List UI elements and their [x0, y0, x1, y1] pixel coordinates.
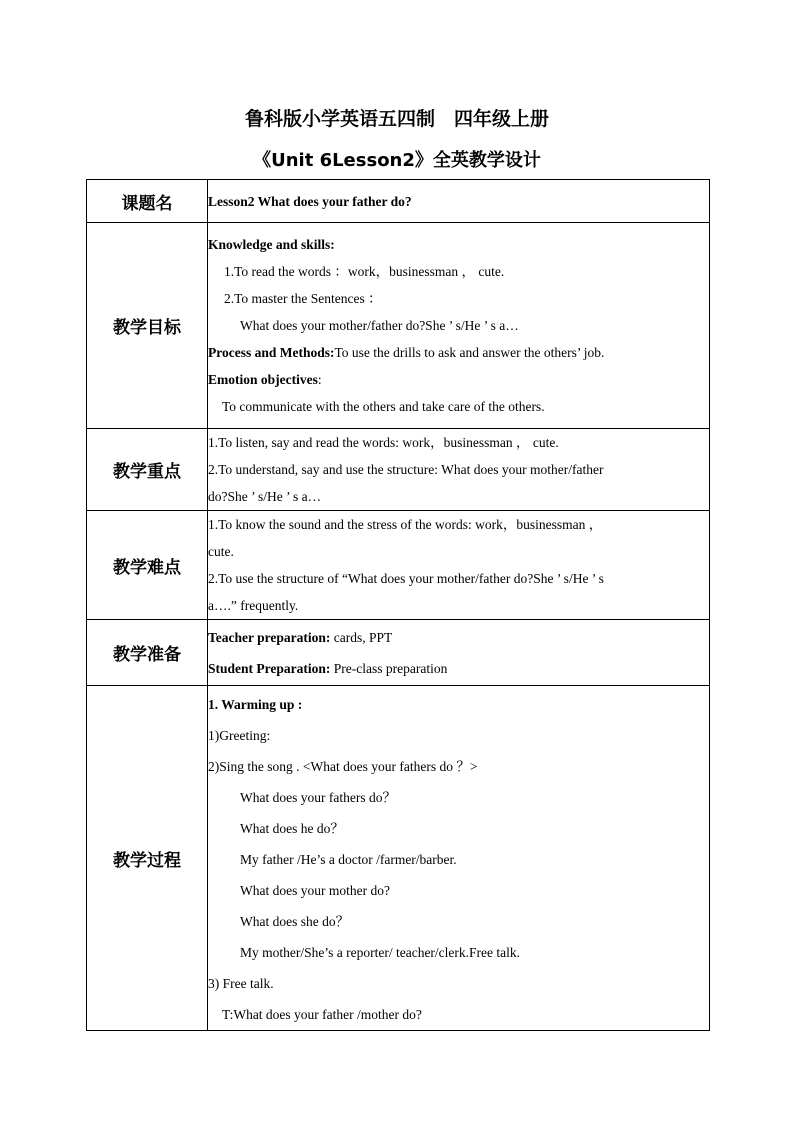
objectives-content [208, 223, 710, 429]
process-text: To use the drills to ask and answer the others’ job. [334, 345, 605, 360]
teacher-preparation-text: cards, PPT [330, 629, 393, 645]
process-line: My mother/She’s a reporter/ teacher/clerk.Free talk. [240, 945, 521, 960]
preparation-label: 教学准备 [87, 620, 208, 686]
difficulty-line-2: cute. [208, 544, 234, 559]
table-row-difficulties [87, 511, 710, 620]
table-row-topic [87, 180, 710, 223]
knowledge-line-1: 1.To read the words ：work，businessman ， cute. [224, 264, 505, 279]
table-row-key-points [87, 429, 710, 511]
lesson-plan-table [86, 179, 710, 1031]
emotion-colon: : [317, 372, 322, 387]
difficulty-line-1: 1.To know the sound and the stress of the words: work，businessman ， [208, 517, 603, 532]
table-row-process [87, 686, 710, 1031]
objectives-label: 教学目标 [87, 223, 208, 429]
process-line: 1)Greeting: [208, 728, 271, 743]
difficulties-content [208, 511, 710, 620]
table-row-preparation [87, 620, 710, 686]
emotion-line [208, 366, 709, 393]
key-points-content [208, 429, 710, 511]
process-line: What does he do？ [240, 821, 344, 836]
knowledge-line-3: What does your mother/father do?She ’ s/He ’ s a… [240, 318, 519, 333]
knowledge-heading: Knowledge and skills: [208, 237, 335, 252]
topic-value: Lesson2 What does your father do? [208, 180, 710, 223]
process-content [208, 686, 710, 1031]
process-label: 教学过程 [87, 686, 208, 1031]
student-preparation-line [208, 655, 709, 682]
difficulty-line-3: 2.To use the structure of “What does your mother/father do?She ’ s/He ’ s [208, 571, 604, 586]
difficulties-label: 教学难点 [87, 511, 208, 620]
process-heading: Process and Methods: [208, 345, 335, 360]
student-preparation-text: Pre-class preparation [330, 660, 448, 676]
emotion-heading: Emotion objectives [208, 372, 318, 387]
process-methods-line [208, 339, 709, 366]
key-point-line-1: 1.To listen, say and read the words: work，businessman ， cute. [208, 435, 559, 450]
document-subtitle: 《Unit 6Lesson2》全英教学设计 [253, 150, 541, 171]
process-line: What does your fathers do？ [240, 790, 396, 805]
document-title: 鲁科版小学英语五四制 四年级上册 [244, 108, 549, 130]
teacher-preparation-line [208, 624, 709, 651]
teacher-preparation-heading: Teacher preparation: [208, 629, 331, 645]
key-point-line-2: 2.To understand, say and use the structure: What does your mother/father [208, 462, 604, 477]
process-line: 1. Warming up : [208, 697, 303, 712]
topic-label: 课题名 [87, 180, 208, 223]
process-line: 2)Sing the song . <What does your fathers do ？> [208, 759, 478, 774]
process-line: What does your mother do? [240, 883, 390, 898]
knowledge-line-2: 2.To master the Sentences ： [224, 291, 382, 306]
process-line: What does she do？ [240, 914, 350, 929]
table-row-objectives [87, 223, 710, 429]
difficulty-line-4: a….” frequently. [208, 598, 299, 613]
process-line: My father /He’s a doctor /farmer/barber. [240, 852, 457, 867]
key-point-line-3: do?She ’ s/He ’ s a… [208, 489, 322, 504]
preparation-content [208, 620, 710, 686]
emotion-text: To communicate with the others and take care of the others. [222, 399, 545, 414]
student-preparation-heading: Student Preparation: [208, 660, 331, 676]
process-line: T:What does your father /mother do? [222, 1007, 422, 1022]
process-line: 3) Free talk. [208, 976, 274, 991]
key-points-label: 教学重点 [87, 429, 208, 511]
